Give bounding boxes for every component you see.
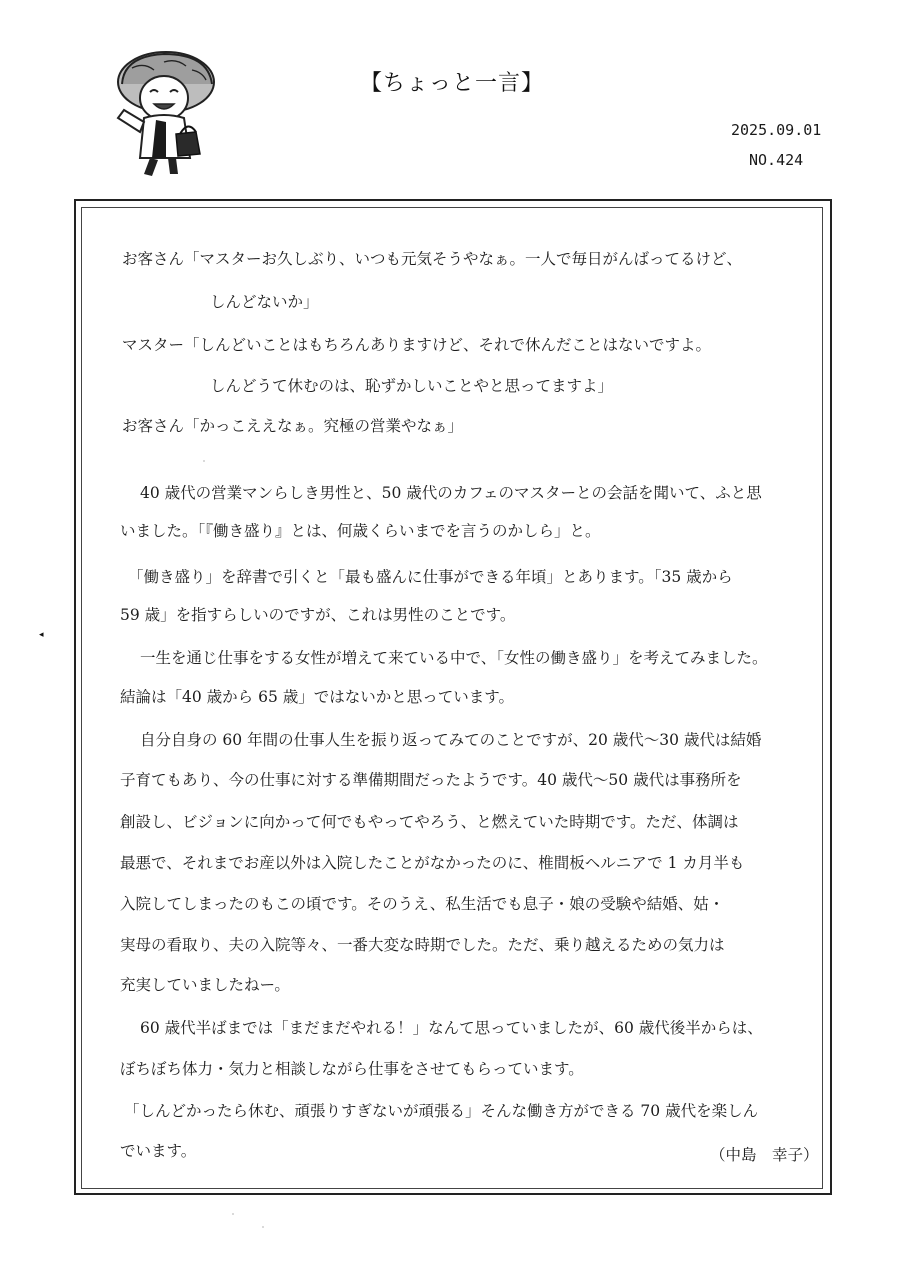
page-title: 【ちょっと一言】 (360, 71, 545, 96)
body-line: 充実していましたねー。 (120, 976, 290, 994)
issue-date: 2025.09.01 (731, 121, 822, 139)
body-line: 入院してしまったのもこの頃です。そのうえ、私生活でも息子・娘の受験や結婚、姑・ (120, 895, 725, 913)
body-line: 創設し、ビジョンに向かって何でもやってやろう、と燃えていた時期です。ただ、体調は (120, 813, 739, 831)
body-line: 40 歳代の営業マンらしき男性と、50 歳代のカフェのマスターとの会話を聞いて、ふと思 (140, 484, 762, 502)
scan-speck (232, 1213, 234, 1215)
signature: （中島 幸子） (710, 1146, 819, 1164)
body-line: 結論は「40 歳から 65 歳」ではないかと思っています。 (120, 688, 514, 706)
dialogue-line: マスター「しんどいことはもちろんありますけど、それで休んだことはないですよ。 (122, 336, 712, 354)
dialogue-line: しんどないか」 (210, 293, 319, 311)
body-line: でいます。 (120, 1142, 197, 1160)
body-line: ぼちぼち体力・気力と相談しながら仕事をさせてもらっています。 (120, 1060, 584, 1078)
body-line: 一生を通じ仕事をする女性が増えて来ている中で、「女性の働き盛り」を考えてみました。 (140, 649, 768, 667)
dialogue-line: お客さん「かっこええなぁ。究極の営業やなぁ」 (122, 417, 464, 435)
body-line: 「しんどかったら休む、頑張りすぎないが頑張る」そんな働き方ができる 70 歳代を楽しん (124, 1102, 759, 1120)
body-line: 実母の看取り、夫の入院等々、一番大変な時期でした。ただ、乗り越えるための気力は (120, 936, 725, 954)
body-line: 最悪で、それまでお産以外は入院したことがなかったのに、椎間板ヘルニアで 1 カ月半も (120, 854, 745, 872)
scan-speck (203, 460, 205, 462)
dialogue-line: しんどうて休むのは、恥ずかしいことやと思ってますよ」 (210, 377, 614, 395)
body-line: いました。「『働き盛り』とは、何歳くらいまでを言うのかしら」と。 (120, 522, 601, 540)
body-line: 「働き盛り」を辞書で引くと「最も盛んに仕事ができる年頃」とあります。「35 歳から (128, 568, 733, 586)
margin-marker: ◂ (39, 630, 44, 640)
issue-number: NO.424 (749, 151, 804, 169)
body-line: 自分自身の 60 年間の仕事人生を振り返ってみてのことですが、20 歳代～30 歳代は結婚 (140, 731, 762, 749)
body-line: 60 歳代半ばまでは「まだまだやれる！」なんて思っていましたが、60 歳代後半からは、 (140, 1019, 763, 1037)
dialogue-line: お客さん「マスターお久しぶり、いつも元気そうやなぁ。一人で毎日がんばってるけど、 (122, 250, 743, 268)
scan-speck (262, 1226, 264, 1228)
body-line: 子育てもあり、今の仕事に対する準備期間だったようです。40 歳代～50 歳代は事務所を (120, 771, 742, 789)
cartoon-woman-icon (104, 48, 224, 180)
body-line: 59 歳」を指すらしいのですが、これは男性のことです。 (120, 606, 516, 624)
